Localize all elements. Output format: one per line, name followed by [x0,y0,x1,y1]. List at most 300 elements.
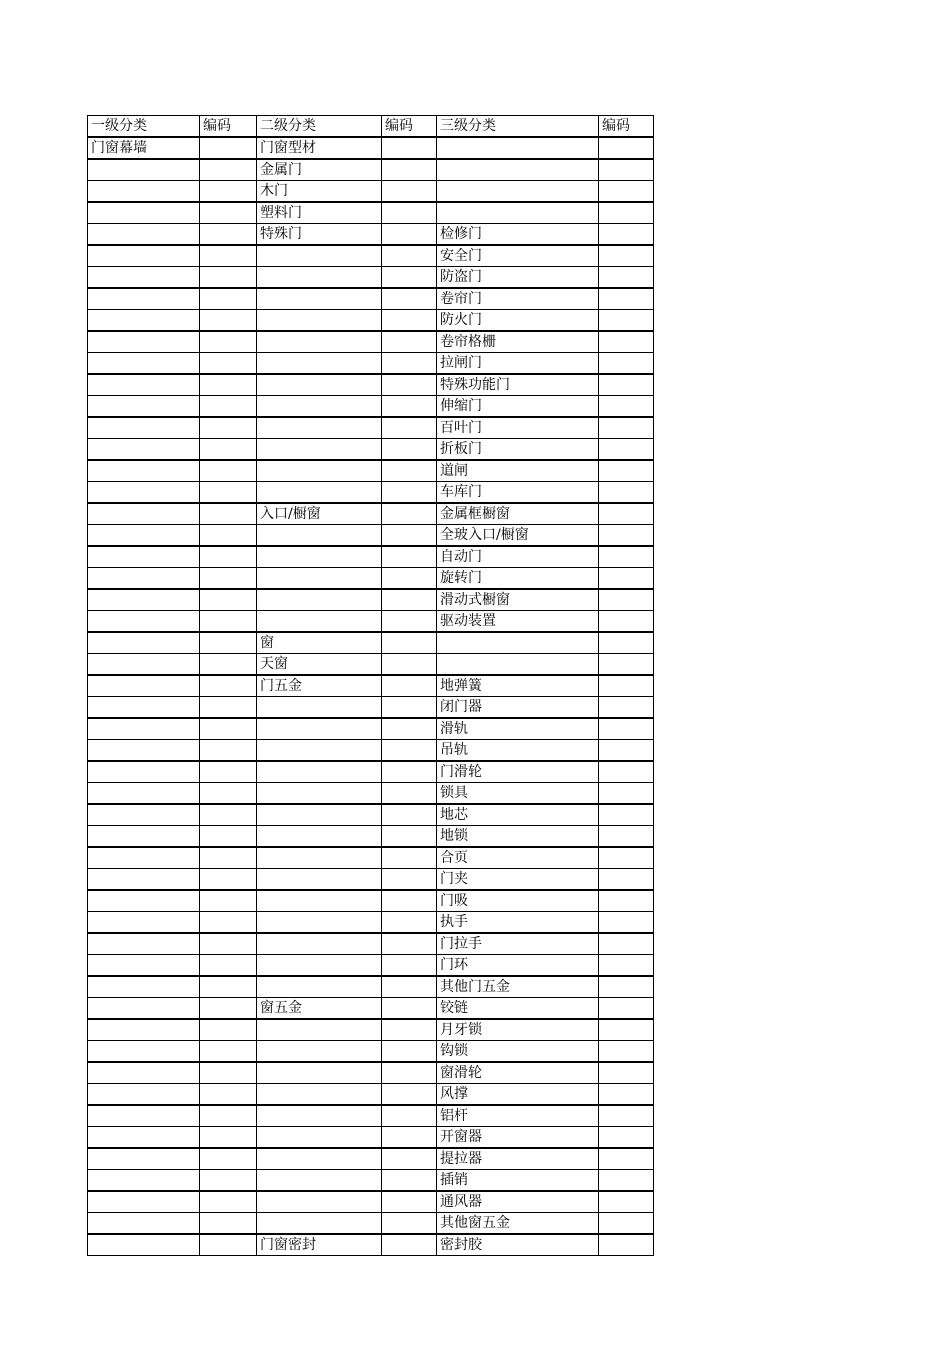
cell-level2[interactable] [257,933,382,955]
cell-code2[interactable] [382,1019,437,1041]
cell-level2[interactable]: 门五金 [257,675,382,697]
cell-level3[interactable]: 旋转门 [437,568,599,590]
cell-level2[interactable] [257,245,382,267]
cell-level3[interactable] [437,181,599,203]
cell-code3[interactable] [599,267,654,289]
cell-code1[interactable] [200,826,257,848]
cell-code1[interactable] [200,568,257,590]
cell-code1[interactable] [200,783,257,805]
cell-level2[interactable] [257,869,382,891]
cell-level3[interactable]: 地弹簧 [437,675,599,697]
cell-code3[interactable] [599,761,654,783]
cell-level3[interactable]: 车库门 [437,482,599,504]
cell-code1[interactable] [200,202,257,224]
cell-code3[interactable] [599,331,654,353]
cell-level3[interactable] [437,159,599,181]
cell-code3[interactable] [599,718,654,740]
cell-code3[interactable] [599,1191,654,1213]
cell-level3[interactable]: 全玻入口/橱窗 [437,525,599,547]
cell-code1[interactable] [200,998,257,1020]
cell-level3[interactable]: 道闸 [437,460,599,482]
cell-code1[interactable] [200,1170,257,1192]
cell-level2[interactable] [257,589,382,611]
cell-code1[interactable] [200,374,257,396]
cell-level1[interactable]: 门窗幕墙 [88,137,200,159]
cell-code2[interactable] [382,933,437,955]
cell-code3[interactable] [599,546,654,568]
cell-code3[interactable] [599,976,654,998]
cell-level3[interactable]: 门夹 [437,869,599,891]
cell-code2[interactable] [382,460,437,482]
cell-level1[interactable] [88,181,200,203]
cell-level3[interactable]: 闭门器 [437,697,599,719]
cell-level2[interactable] [257,482,382,504]
cell-level2[interactable]: 天窗 [257,654,382,676]
cell-code2[interactable] [382,224,437,246]
cell-level3[interactable]: 百叶门 [437,417,599,439]
cell-code1[interactable] [200,589,257,611]
cell-code1[interactable] [200,847,257,869]
cell-level1[interactable] [88,525,200,547]
cell-code3[interactable] [599,998,654,1020]
cell-level2[interactable]: 窗五金 [257,998,382,1020]
cell-level2[interactable] [257,718,382,740]
cell-level2[interactable] [257,460,382,482]
cell-code3[interactable] [599,869,654,891]
cell-level3[interactable]: 其他窗五金 [437,1213,599,1235]
cell-code2[interactable] [382,804,437,826]
cell-level3[interactable]: 门滑轮 [437,761,599,783]
cell-code3[interactable] [599,1170,654,1192]
cell-level1[interactable] [88,761,200,783]
cell-level1[interactable] [88,374,200,396]
cell-level1[interactable] [88,460,200,482]
cell-level3[interactable] [437,202,599,224]
cell-code2[interactable] [382,310,437,332]
cell-code1[interactable] [200,267,257,289]
cell-level2[interactable] [257,525,382,547]
cell-code2[interactable] [382,546,437,568]
cell-level3[interactable]: 自动门 [437,546,599,568]
cell-level3[interactable]: 锁具 [437,783,599,805]
cell-code1[interactable] [200,675,257,697]
cell-level1[interactable] [88,912,200,934]
cell-level1[interactable] [88,331,200,353]
cell-level2[interactable] [257,890,382,912]
cell-code3[interactable] [599,1062,654,1084]
cell-code3[interactable] [599,1148,654,1170]
cell-code3[interactable] [599,1213,654,1235]
cell-code1[interactable] [200,1084,257,1106]
cell-code1[interactable] [200,1148,257,1170]
cell-code1[interactable] [200,1019,257,1041]
cell-code1[interactable] [200,310,257,332]
cell-level3[interactable]: 防盗门 [437,267,599,289]
cell-level1[interactable] [88,1062,200,1084]
cell-code3[interactable] [599,826,654,848]
cell-level1[interactable] [88,718,200,740]
cell-level2[interactable] [257,847,382,869]
cell-level1[interactable] [88,353,200,375]
cell-level1[interactable] [88,202,200,224]
cell-code3[interactable] [599,1105,654,1127]
cell-code2[interactable] [382,1234,437,1256]
cell-code1[interactable] [200,546,257,568]
cell-level3[interactable]: 铝杆 [437,1105,599,1127]
cell-code2[interactable] [382,976,437,998]
cell-level1[interactable] [88,1213,200,1235]
cell-level3[interactable]: 开窗器 [437,1127,599,1149]
cell-code2[interactable] [382,912,437,934]
cell-level3[interactable] [437,654,599,676]
cell-code3[interactable] [599,740,654,762]
cell-level1[interactable] [88,310,200,332]
cell-code3[interactable] [599,933,654,955]
cell-level2[interactable] [257,697,382,719]
cell-level1[interactable] [88,1170,200,1192]
cell-level3[interactable]: 门环 [437,955,599,977]
cell-code1[interactable] [200,1062,257,1084]
cell-level3[interactable]: 滑动式橱窗 [437,589,599,611]
cell-code3[interactable] [599,804,654,826]
cell-level2[interactable] [257,1041,382,1063]
cell-code3[interactable] [599,1084,654,1106]
cell-level1[interactable] [88,439,200,461]
cell-code2[interactable] [382,654,437,676]
cell-code2[interactable] [382,740,437,762]
header-level2[interactable]: 二级分类 [257,116,382,138]
cell-level2[interactable]: 窗 [257,632,382,654]
cell-code1[interactable] [200,1234,257,1256]
cell-level1[interactable] [88,1084,200,1106]
cell-level1[interactable] [88,1191,200,1213]
cell-level2[interactable] [257,912,382,934]
cell-code3[interactable] [599,568,654,590]
cell-level3[interactable]: 防火门 [437,310,599,332]
cell-code2[interactable] [382,525,437,547]
cell-code2[interactable] [382,353,437,375]
cell-level2[interactable]: 门窗密封 [257,1234,382,1256]
cell-level2[interactable]: 入口/橱窗 [257,503,382,525]
cell-level3[interactable]: 钩锁 [437,1041,599,1063]
cell-code3[interactable] [599,181,654,203]
cell-level3[interactable]: 拉闸门 [437,353,599,375]
cell-code2[interactable] [382,439,437,461]
cell-code1[interactable] [200,396,257,418]
cell-level1[interactable] [88,267,200,289]
cell-level1[interactable] [88,1019,200,1041]
cell-code3[interactable] [599,847,654,869]
cell-code3[interactable] [599,374,654,396]
cell-level2[interactable] [257,1213,382,1235]
cell-code3[interactable] [599,159,654,181]
cell-code2[interactable] [382,869,437,891]
cell-code1[interactable] [200,654,257,676]
header-code3[interactable]: 编码 [599,116,654,138]
cell-level2[interactable] [257,417,382,439]
cell-level3[interactable]: 地锁 [437,826,599,848]
cell-level1[interactable] [88,740,200,762]
cell-level3[interactable]: 伸缩门 [437,396,599,418]
cell-level2[interactable] [257,331,382,353]
cell-code2[interactable] [382,482,437,504]
cell-code3[interactable] [599,890,654,912]
cell-code1[interactable] [200,503,257,525]
cell-level2[interactable] [257,1062,382,1084]
cell-level3[interactable]: 吊轨 [437,740,599,762]
cell-level3[interactable]: 折板门 [437,439,599,461]
cell-level1[interactable] [88,546,200,568]
cell-code2[interactable] [382,890,437,912]
header-code1[interactable]: 编码 [200,116,257,138]
cell-code2[interactable] [382,589,437,611]
cell-level3[interactable] [437,632,599,654]
cell-level3[interactable]: 特殊功能门 [437,374,599,396]
cell-code1[interactable] [200,933,257,955]
cell-code3[interactable] [599,482,654,504]
cell-level1[interactable] [88,847,200,869]
cell-level3[interactable]: 月牙锁 [437,1019,599,1041]
cell-code3[interactable] [599,224,654,246]
cell-code1[interactable] [200,137,257,159]
cell-level3[interactable]: 安全门 [437,245,599,267]
header-code2[interactable]: 编码 [382,116,437,138]
cell-code2[interactable] [382,611,437,633]
cell-code1[interactable] [200,955,257,977]
cell-code3[interactable] [599,245,654,267]
cell-code1[interactable] [200,890,257,912]
cell-code3[interactable] [599,632,654,654]
cell-level2[interactable] [257,1191,382,1213]
cell-level1[interactable] [88,654,200,676]
cell-code3[interactable] [599,955,654,977]
cell-level1[interactable] [88,159,200,181]
cell-code3[interactable] [599,611,654,633]
cell-level1[interactable] [88,1148,200,1170]
cell-level3[interactable]: 检修门 [437,224,599,246]
cell-code3[interactable] [599,310,654,332]
cell-code2[interactable] [382,137,437,159]
cell-level3[interactable]: 执手 [437,912,599,934]
cell-code1[interactable] [200,1041,257,1063]
cell-code1[interactable] [200,1213,257,1235]
cell-level1[interactable] [88,804,200,826]
cell-level3[interactable]: 密封胶 [437,1234,599,1256]
cell-code2[interactable] [382,331,437,353]
cell-code3[interactable] [599,589,654,611]
cell-level3[interactable]: 窗滑轮 [437,1062,599,1084]
cell-code3[interactable] [599,912,654,934]
cell-level1[interactable] [88,611,200,633]
header-level1[interactable]: 一级分类 [88,116,200,138]
cell-code1[interactable] [200,611,257,633]
cell-code2[interactable] [382,181,437,203]
cell-level2[interactable] [257,826,382,848]
cell-level1[interactable] [88,675,200,697]
cell-level2[interactable] [257,1148,382,1170]
cell-code2[interactable] [382,374,437,396]
cell-code2[interactable] [382,503,437,525]
cell-level1[interactable] [88,245,200,267]
cell-code3[interactable] [599,353,654,375]
cell-code1[interactable] [200,1191,257,1213]
cell-code3[interactable] [599,1127,654,1149]
cell-code2[interactable] [382,245,437,267]
cell-level2[interactable] [257,288,382,310]
cell-level2[interactable] [257,1127,382,1149]
cell-level2[interactable] [257,267,382,289]
cell-code1[interactable] [200,224,257,246]
cell-level3[interactable]: 滑轨 [437,718,599,740]
cell-code1[interactable] [200,417,257,439]
cell-level2[interactable] [257,611,382,633]
cell-level3[interactable]: 插销 [437,1170,599,1192]
cell-level2[interactable] [257,804,382,826]
cell-code1[interactable] [200,869,257,891]
cell-code2[interactable] [382,202,437,224]
cell-level2[interactable] [257,1019,382,1041]
cell-code2[interactable] [382,783,437,805]
cell-code2[interactable] [382,568,437,590]
cell-code3[interactable] [599,503,654,525]
cell-code1[interactable] [200,912,257,934]
cell-level2[interactable] [257,955,382,977]
cell-level1[interactable] [88,869,200,891]
cell-level2[interactable]: 金属门 [257,159,382,181]
cell-level2[interactable] [257,310,382,332]
cell-code1[interactable] [200,525,257,547]
cell-level1[interactable] [88,1041,200,1063]
cell-code2[interactable] [382,1062,437,1084]
cell-level1[interactable] [88,933,200,955]
cell-level2[interactable]: 塑料门 [257,202,382,224]
cell-code2[interactable] [382,159,437,181]
cell-level2[interactable] [257,976,382,998]
cell-level2[interactable] [257,546,382,568]
cell-level2[interactable] [257,740,382,762]
cell-level2[interactable] [257,1084,382,1106]
cell-level2[interactable] [257,396,382,418]
cell-code2[interactable] [382,718,437,740]
cell-level3[interactable]: 铰链 [437,998,599,1020]
cell-level1[interactable] [88,890,200,912]
cell-code1[interactable] [200,718,257,740]
cell-code1[interactable] [200,460,257,482]
cell-code2[interactable] [382,847,437,869]
cell-level1[interactable] [88,1127,200,1149]
cell-level3[interactable]: 其他门五金 [437,976,599,998]
cell-code2[interactable] [382,1213,437,1235]
cell-code1[interactable] [200,632,257,654]
cell-code2[interactable] [382,288,437,310]
cell-level3[interactable]: 卷帘门 [437,288,599,310]
cell-code2[interactable] [382,417,437,439]
cell-level1[interactable] [88,224,200,246]
cell-level2[interactable] [257,568,382,590]
cell-level1[interactable] [88,1234,200,1256]
cell-level3[interactable] [437,137,599,159]
cell-code1[interactable] [200,159,257,181]
cell-code2[interactable] [382,697,437,719]
cell-level3[interactable]: 金属框橱窗 [437,503,599,525]
cell-level1[interactable] [88,589,200,611]
cell-code1[interactable] [200,439,257,461]
cell-code3[interactable] [599,460,654,482]
cell-code1[interactable] [200,1105,257,1127]
cell-level1[interactable] [88,632,200,654]
cell-code2[interactable] [382,1084,437,1106]
cell-level3[interactable]: 卷帘格栅 [437,331,599,353]
cell-level2[interactable] [257,761,382,783]
cell-level1[interactable] [88,826,200,848]
cell-level2[interactable] [257,783,382,805]
cell-level2[interactable] [257,1170,382,1192]
cell-code2[interactable] [382,761,437,783]
cell-code3[interactable] [599,202,654,224]
cell-level3[interactable]: 提拉器 [437,1148,599,1170]
cell-level1[interactable] [88,783,200,805]
cell-level1[interactable] [88,998,200,1020]
cell-code2[interactable] [382,955,437,977]
cell-code2[interactable] [382,396,437,418]
cell-code1[interactable] [200,482,257,504]
cell-code2[interactable] [382,267,437,289]
cell-level1[interactable] [88,568,200,590]
cell-code3[interactable] [599,137,654,159]
cell-code2[interactable] [382,1148,437,1170]
cell-code2[interactable] [382,998,437,1020]
cell-code2[interactable] [382,1105,437,1127]
cell-code3[interactable] [599,1041,654,1063]
cell-code1[interactable] [200,740,257,762]
cell-code2[interactable] [382,1191,437,1213]
cell-level1[interactable] [88,955,200,977]
cell-level3[interactable]: 通风器 [437,1191,599,1213]
cell-level1[interactable] [88,976,200,998]
cell-level2[interactable]: 门窗型材 [257,137,382,159]
cell-code3[interactable] [599,1019,654,1041]
cell-code2[interactable] [382,1170,437,1192]
cell-code2[interactable] [382,1127,437,1149]
cell-code1[interactable] [200,976,257,998]
cell-code2[interactable] [382,1041,437,1063]
cell-code3[interactable] [599,288,654,310]
cell-level3[interactable]: 地芯 [437,804,599,826]
cell-code2[interactable] [382,826,437,848]
cell-level1[interactable] [88,482,200,504]
cell-level3[interactable]: 合页 [437,847,599,869]
cell-code3[interactable] [599,654,654,676]
cell-code3[interactable] [599,439,654,461]
cell-code1[interactable] [200,181,257,203]
cell-code1[interactable] [200,804,257,826]
cell-level3[interactable]: 驱动装置 [437,611,599,633]
cell-level2[interactable]: 木门 [257,181,382,203]
cell-code1[interactable] [200,761,257,783]
cell-level3[interactable]: 风撑 [437,1084,599,1106]
cell-code2[interactable] [382,675,437,697]
cell-code1[interactable] [200,245,257,267]
cell-code3[interactable] [599,396,654,418]
header-level3[interactable]: 三级分类 [437,116,599,138]
cell-level3[interactable]: 门吸 [437,890,599,912]
cell-level1[interactable] [88,697,200,719]
cell-code1[interactable] [200,353,257,375]
cell-level3[interactable]: 门拉手 [437,933,599,955]
cell-code1[interactable] [200,288,257,310]
cell-code3[interactable] [599,675,654,697]
cell-code1[interactable] [200,697,257,719]
